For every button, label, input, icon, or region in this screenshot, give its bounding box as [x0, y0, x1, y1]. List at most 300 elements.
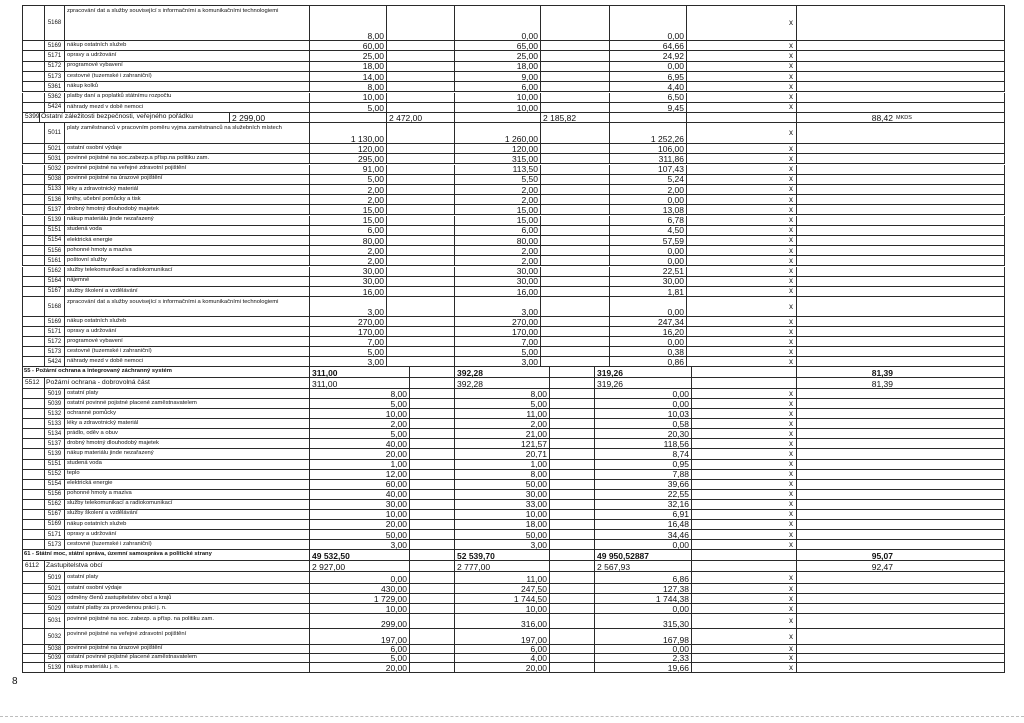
item-code: 5151	[45, 460, 65, 470]
grid-cell	[387, 256, 455, 266]
table-row	[0, 327, 1024, 337]
approved-value: 80,00	[310, 236, 387, 246]
table-row	[0, 663, 1024, 673]
adjusted-value: 20,71	[455, 449, 550, 459]
item-description: ostatní povinné pojistné placené zaměstnavatelem	[65, 654, 310, 663]
grid-cell	[550, 429, 595, 439]
item-description: nákup kolků	[65, 82, 310, 92]
grid-cell	[895, 165, 1005, 175]
adjusted-value: 2,00	[455, 256, 541, 266]
grid-cell	[541, 123, 610, 144]
grid-cell	[895, 103, 1005, 113]
grid-cell	[895, 654, 1005, 663]
item-code: 5039	[45, 399, 65, 409]
approved-value: 40,00	[310, 439, 410, 449]
table-row	[0, 297, 1024, 317]
grid-cell	[22, 419, 45, 429]
item-code: 5161	[45, 256, 65, 266]
grid-cell	[387, 246, 455, 256]
grid-cell	[895, 175, 1005, 185]
grid-cell	[541, 277, 610, 287]
adjusted-value: 11,00	[455, 572, 550, 584]
mark: x	[692, 460, 797, 470]
table-row	[0, 62, 1024, 72]
mark: x	[687, 5, 797, 41]
mark: x	[692, 645, 797, 654]
scan-edge-artifact	[0, 716, 1024, 717]
grid-cell	[541, 195, 610, 205]
actual-value: 16,48	[595, 520, 692, 530]
grid-cell	[541, 93, 610, 103]
actual-value: 0,00	[595, 540, 692, 550]
item-code: 5021	[45, 144, 65, 154]
page-number: 8	[12, 676, 18, 687]
actual-value: 10,03	[595, 409, 692, 419]
table-row	[0, 520, 1024, 530]
grid-cell	[22, 530, 45, 540]
mark: x	[692, 419, 797, 429]
item-description: ochranné pomůcky	[65, 409, 310, 419]
adjusted-value: 25,00	[455, 51, 541, 61]
adjusted-value: 15,00	[455, 216, 541, 226]
approved-value: 15,00	[310, 205, 387, 215]
grid-cell	[895, 123, 1005, 144]
grid-cell	[692, 367, 797, 378]
item-description: služby školení a vzdělávání	[65, 510, 310, 520]
item-code: 5171	[45, 327, 65, 337]
grid-cell	[797, 594, 895, 604]
approved-value: 10,00	[310, 510, 410, 520]
approved-value: 311,00	[310, 367, 410, 378]
item-description: elektrická energie	[65, 480, 310, 490]
grid-cell	[895, 277, 1005, 287]
grid-cell	[22, 82, 45, 92]
item-code: 5172	[45, 62, 65, 72]
adjusted-value: 392,28	[455, 367, 550, 378]
mark: x	[687, 216, 797, 226]
grid-cell	[895, 584, 1005, 594]
item-description: povinné pojistné na úrazové pojištění	[65, 645, 310, 654]
actual-value: 247,34	[610, 317, 687, 327]
item-description: nákup ostatních služeb	[65, 317, 310, 327]
table-row	[0, 51, 1024, 61]
item-description: léky a zdravotnický materiál	[65, 185, 310, 195]
grid-cell	[797, 144, 895, 154]
grid-cell	[895, 93, 1005, 103]
item-description: drobný hmotný dlouhodobý majetek	[65, 205, 310, 215]
grid-cell	[797, 663, 895, 673]
table-row	[0, 246, 1024, 256]
grid-cell	[797, 572, 895, 584]
table-row	[0, 154, 1024, 164]
item-code: 5011	[45, 123, 65, 144]
actual-value: 6,78	[610, 216, 687, 226]
grid-cell	[550, 367, 595, 378]
adjusted-value: 4,00	[455, 654, 550, 663]
item-description: zpracování dat a služby související s informačními a komunikačními technologiemi	[65, 5, 310, 41]
section-title: Zastupitelstva obcí	[45, 561, 310, 572]
adjusted-value: 7,00	[455, 337, 541, 347]
approved-value: 20,00	[310, 449, 410, 459]
table-row	[0, 490, 1024, 500]
grid-cell	[895, 5, 1005, 41]
approved-value: 10,00	[310, 409, 410, 419]
mark: x	[687, 123, 797, 144]
grid-cell	[22, 165, 45, 175]
table-row	[0, 287, 1024, 297]
grid-cell	[22, 256, 45, 266]
grid-cell	[22, 439, 45, 449]
approved-value: 2,00	[310, 195, 387, 205]
grid-cell	[22, 297, 45, 317]
note-label: MKDS	[895, 113, 1005, 123]
grid-cell	[387, 103, 455, 113]
actual-value: 4,50	[610, 226, 687, 236]
mark: x	[687, 236, 797, 246]
grid-cell	[22, 520, 45, 530]
table-row	[0, 654, 1024, 663]
grid-cell	[387, 236, 455, 246]
section-title: Požární ochrana - dobrovolná část	[45, 378, 310, 389]
mark: x	[692, 500, 797, 510]
grid-cell	[387, 154, 455, 164]
mark: x	[687, 72, 797, 82]
mark: x	[692, 429, 797, 439]
grid-cell	[22, 216, 45, 226]
approved-value: 10,00	[310, 93, 387, 103]
grid-cell	[22, 327, 45, 337]
mark: x	[687, 297, 797, 317]
adjusted-value: 50,00	[455, 530, 550, 540]
actual-value: 6,86	[595, 572, 692, 584]
grid-cell	[895, 530, 1005, 540]
mark: x	[692, 584, 797, 594]
approved-value: 2 927,00	[310, 561, 410, 572]
mark: x	[692, 520, 797, 530]
grid-cell	[410, 572, 455, 584]
item-code: 5172	[45, 337, 65, 347]
grid-cell	[541, 144, 610, 154]
grid-cell	[541, 165, 610, 175]
approved-value: 12,00	[310, 470, 410, 480]
grid-cell	[550, 378, 595, 389]
grid-cell	[797, 439, 895, 449]
actual-value: 0,00	[610, 62, 687, 72]
item-code: 5152	[45, 470, 65, 480]
actual-value: 6,50	[610, 93, 687, 103]
grid-cell	[22, 277, 45, 287]
approved-value: 8,00	[310, 82, 387, 92]
grid-cell	[550, 614, 595, 629]
item-code: 5032	[45, 629, 65, 645]
grid-cell	[410, 520, 455, 530]
actual-value: 0,00	[610, 297, 687, 317]
actual-value: 0,00	[610, 337, 687, 347]
approved-value: 91,00	[310, 165, 387, 175]
mark: x	[687, 175, 797, 185]
grid-cell	[22, 72, 45, 82]
adjusted-value: 1 744,50	[455, 594, 550, 604]
approved-value: 5,00	[310, 175, 387, 185]
grid-cell	[797, 41, 895, 51]
approved-value: 15,00	[310, 216, 387, 226]
item-code: 5133	[45, 185, 65, 195]
grid-cell	[895, 82, 1005, 92]
table-row	[0, 357, 1024, 367]
grid-cell	[387, 347, 455, 357]
grid-cell	[22, 470, 45, 480]
grid-cell	[797, 460, 895, 470]
percent-value: 92,47	[797, 561, 895, 572]
grid-cell	[797, 530, 895, 540]
actual-value: 57,59	[610, 236, 687, 246]
grid-cell	[797, 175, 895, 185]
grid-cell	[22, 460, 45, 470]
adjusted-value: 3,00	[455, 357, 541, 367]
table-row	[0, 337, 1024, 347]
mark: x	[687, 51, 797, 61]
grid-cell	[895, 327, 1005, 337]
table-row	[0, 629, 1024, 645]
grid-cell	[22, 594, 45, 604]
item-description: ostatní osobní výdaje	[65, 144, 310, 154]
grid-cell	[541, 72, 610, 82]
grid-cell	[410, 584, 455, 594]
table-row	[0, 5, 1024, 41]
mark: x	[687, 62, 797, 72]
actual-value: 19,66	[595, 663, 692, 673]
grid-cell	[387, 72, 455, 82]
grid-cell	[387, 357, 455, 367]
grid-cell	[895, 236, 1005, 246]
grid-cell	[895, 470, 1005, 480]
item-description: náhrady mezd v době nemoci	[65, 357, 310, 367]
grid-cell	[387, 5, 455, 41]
item-code: 5136	[45, 195, 65, 205]
grid-cell	[797, 297, 895, 317]
actual-value: 22,51	[610, 267, 687, 277]
approved-value: 10,00	[310, 604, 410, 614]
table-row	[0, 103, 1024, 113]
approved-value: 60,00	[310, 41, 387, 51]
grid-cell	[797, 520, 895, 530]
grid-cell	[895, 510, 1005, 520]
mark: x	[687, 267, 797, 277]
item-description: cestovné (tuzemské i zahraniční)	[65, 540, 310, 550]
grid-cell	[541, 267, 610, 277]
grid-cell	[22, 93, 45, 103]
grid-cell	[387, 41, 455, 51]
adjusted-value: 10,00	[455, 510, 550, 520]
approved-value: 8,00	[310, 389, 410, 399]
item-code: 5139	[45, 449, 65, 459]
grid-cell	[410, 439, 455, 449]
grid-cell	[387, 51, 455, 61]
grid-cell	[895, 144, 1005, 154]
grid-cell	[895, 594, 1005, 604]
mark: x	[692, 389, 797, 399]
adjusted-value: 10,00	[455, 103, 541, 113]
approved-value: 3,00	[310, 357, 387, 367]
item-code: 5173	[45, 72, 65, 82]
adjusted-value: 15,00	[455, 205, 541, 215]
item-code: 5173	[45, 540, 65, 550]
table-row	[0, 409, 1024, 419]
mark: x	[687, 154, 797, 164]
mark: x	[687, 93, 797, 103]
grid-cell	[797, 5, 895, 41]
actual-value: 0,95	[595, 460, 692, 470]
grid-cell	[22, 540, 45, 550]
adjusted-value: 197,00	[455, 629, 550, 645]
adjusted-value: 65,00	[455, 41, 541, 51]
grid-cell	[797, 357, 895, 367]
actual-value: 39,66	[595, 480, 692, 490]
grid-cell	[797, 389, 895, 399]
adjusted-value: 52 539,70	[455, 550, 550, 561]
grid-cell	[387, 226, 455, 236]
grid-cell	[22, 510, 45, 520]
adjusted-value: 392,28	[455, 378, 550, 389]
grid-cell	[410, 540, 455, 550]
grid-cell	[541, 103, 610, 113]
item-code: 5038	[45, 645, 65, 654]
grid-cell	[797, 490, 895, 500]
group-title: 55 - Požární ochrana a integrovaný záchranný systém	[22, 367, 310, 378]
grid-cell	[22, 389, 45, 399]
table-row	[0, 510, 1024, 520]
item-description: opravy a udržování	[65, 327, 310, 337]
adjusted-value: 2,00	[455, 419, 550, 429]
actual-value: 0,00	[610, 195, 687, 205]
mark: x	[687, 337, 797, 347]
adjusted-value: 3,00	[455, 297, 541, 317]
grid-cell	[797, 216, 895, 226]
grid-cell	[410, 399, 455, 409]
actual-value: 0,00	[595, 604, 692, 614]
grid-cell	[410, 460, 455, 470]
adjusted-value: 50,00	[455, 480, 550, 490]
percent-value: 88,42	[797, 113, 895, 123]
grid-cell	[22, 429, 45, 439]
item-code: 5156	[45, 246, 65, 256]
grid-cell	[797, 205, 895, 215]
table-row	[0, 256, 1024, 266]
item-code: 5171	[45, 51, 65, 61]
approved-value: 50,00	[310, 530, 410, 540]
grid-cell	[22, 584, 45, 594]
approved-value: 1,00	[310, 460, 410, 470]
grid-cell	[895, 287, 1005, 297]
grid-cell	[387, 327, 455, 337]
grid-cell	[22, 645, 45, 654]
item-code: 5023	[45, 594, 65, 604]
mark: x	[692, 470, 797, 480]
grid-cell	[797, 654, 895, 663]
grid-cell	[895, 572, 1005, 584]
grid-cell	[797, 409, 895, 419]
item-description: poštovní služby	[65, 256, 310, 266]
grid-cell	[387, 93, 455, 103]
actual-value: 32,16	[595, 500, 692, 510]
item-description: ostatní povinné pojistné placené zaměstnavatelem	[65, 399, 310, 409]
table-row	[0, 429, 1024, 439]
grid-cell	[895, 460, 1005, 470]
grid-cell	[797, 123, 895, 144]
actual-value: 0,00	[595, 389, 692, 399]
mark: x	[692, 572, 797, 584]
approved-value: 2 299,00	[230, 113, 310, 123]
item-code: 5171	[45, 530, 65, 540]
grid-cell	[541, 175, 610, 185]
grid-cell	[550, 584, 595, 594]
actual-value: 118,56	[595, 439, 692, 449]
actual-value: 64,66	[610, 41, 687, 51]
table-row	[0, 460, 1024, 470]
table-row	[0, 41, 1024, 51]
grid-cell	[895, 629, 1005, 645]
adjusted-value: 170,00	[455, 327, 541, 337]
adjusted-value: 6,00	[455, 645, 550, 654]
approved-value: 2,00	[310, 185, 387, 195]
actual-value: 2,00	[610, 185, 687, 195]
grid-cell	[410, 530, 455, 540]
grid-cell	[797, 267, 895, 277]
adjusted-value: 3,00	[455, 540, 550, 550]
percent-value: 81,39	[797, 367, 895, 378]
actual-value: 319,26	[595, 367, 692, 378]
adjusted-value: 121,57	[455, 439, 550, 449]
mark: x	[692, 654, 797, 663]
group-row	[0, 550, 1024, 561]
item-description: léky a zdravotnický materiál	[65, 419, 310, 429]
grid-cell	[387, 165, 455, 175]
actual-value: 5,24	[610, 175, 687, 185]
grid-cell	[22, 449, 45, 459]
grid-cell	[22, 154, 45, 164]
grid-cell	[895, 357, 1005, 367]
grid-cell	[387, 205, 455, 215]
grid-cell	[797, 510, 895, 520]
grid-cell	[387, 277, 455, 287]
grid-cell	[797, 347, 895, 357]
item-description: náhrady mezd v době nemoci	[65, 103, 310, 113]
grid-cell	[895, 72, 1005, 82]
grid-cell	[550, 594, 595, 604]
grid-cell	[797, 317, 895, 327]
item-code: 5168	[45, 297, 65, 317]
grid-cell	[22, 337, 45, 347]
mark: x	[687, 256, 797, 266]
item-code: 5154	[45, 236, 65, 246]
adjusted-value: 315,00	[455, 154, 541, 164]
grid-cell	[410, 604, 455, 614]
grid-cell	[410, 449, 455, 459]
grid-cell	[550, 460, 595, 470]
grid-cell	[541, 317, 610, 327]
grid-cell	[797, 419, 895, 429]
adjusted-value: 11,00	[455, 409, 550, 419]
grid-cell	[22, 267, 45, 277]
grid-cell	[22, 226, 45, 236]
adjusted-value: 2,00	[455, 185, 541, 195]
grid-cell	[22, 500, 45, 510]
approved-value: 120,00	[310, 144, 387, 154]
approved-value: 18,00	[310, 62, 387, 72]
actual-value: 2 185,82	[541, 113, 610, 123]
grid-cell	[541, 347, 610, 357]
mark: x	[692, 614, 797, 629]
